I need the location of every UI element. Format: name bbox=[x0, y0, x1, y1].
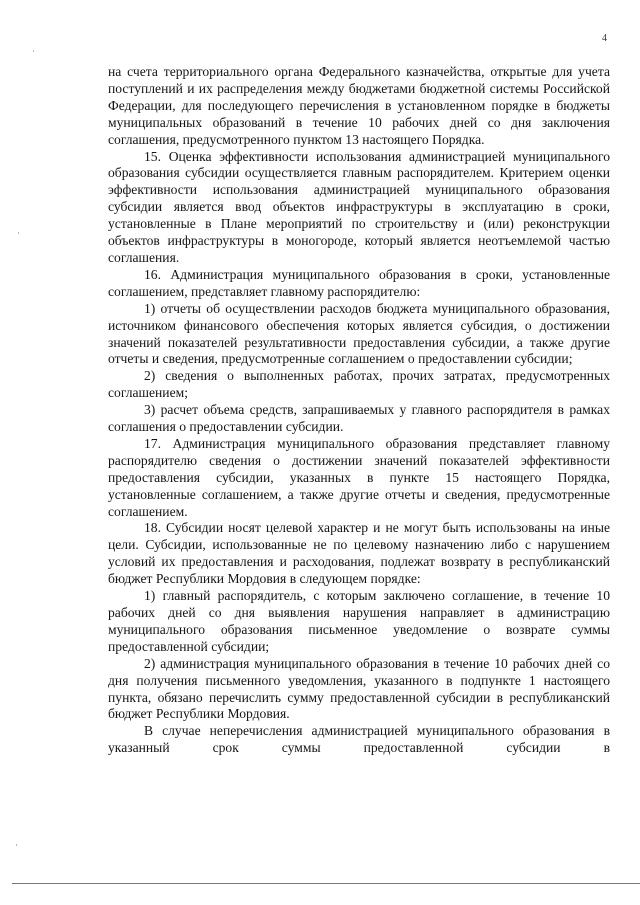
scan-mark-top bbox=[33, 50, 34, 52]
paragraph-16-item-2: 2) сведения о выполненных работах, прочих затратах, предусмотренных соглашением; bbox=[108, 368, 610, 401]
paragraph-18: 18. Субсидии носят целевой характер и не могут быть использованы на иные цели. Субсидии, использованные не по целевому назначению либо с нарушением условий их предоставления и расходования, подлежат возврату в республиканский бюджет Республики Мордовия в следующем порядке: bbox=[108, 520, 610, 587]
paragraph-18-item-2: 2) администрация муниципального образования в течение 10 рабочих дней со дня получения письменного уведомления, указанного в подпункте 1 настоящего пункта, обязано перечислить сумму предоставленной субсидии в республиканский бюджет Республики Мордовия. bbox=[108, 655, 610, 722]
paragraph-17: 17. Администрация муниципального образования представляет главному распорядителю сведения о достижении значений показателей эффективности предоставления субсидии, указанных в пункте 15 настоящего Порядка, установленные соглашением, а также другие отчеты и сведения, предусмотренные соглашением. bbox=[108, 435, 610, 519]
scan-mark-left bbox=[18, 232, 19, 234]
paragraph-final-fragment: В случае неперечисления администрацией муниципального образования в указанный срок суммы предоставленной субсидии в bbox=[108, 723, 610, 756]
paragraph-16: 16. Администрация муниципального образования в сроки, установленные соглашением, представляет главному распорядителю: bbox=[108, 266, 610, 299]
paragraph-16-item-1: 1) отчеты об осуществлении расходов бюджета муниципального образования, источником финансового обеспечения которых является субсидия, о достижении значений показателей результативности предоставления субсидии, а также другие отчеты и сведения, предусмотренные соглашением о предоставлении субсидии; bbox=[108, 300, 610, 367]
page-number: 4 bbox=[602, 33, 607, 44]
paragraph-18-item-1: 1) главный распорядитель, с которым заключено соглашение, в течение 10 рабочих дней со дня выявления нарушения направляет в администрацию муниципального образования письменное уведомление о возврате суммы предоставленной субсидии; bbox=[108, 588, 610, 654]
paragraph-continuation: на счета территориального органа Федерального казначейства, открытые для учета поступлений и их распределения между бюджетами бюджетной системы Российской Федерации, для последующего перечисления в установленном порядке в бюджеты муниципальных образований в течение 10 рабочих дней со дня заключения соглашения, предусмотренного пунктом 13 настоящего Порядка. bbox=[108, 64, 610, 147]
scan-mark-bottom bbox=[16, 844, 17, 846]
scan-edge-line bbox=[12, 883, 640, 884]
paragraph-15: 15. Оценка эффективности использования администрацией муниципального образования субсидии осуществляется главным распорядителем. Критерием оценки эффективности использования администрацией муниципального образования субсидии является ввод объектов инфраструктуры в эксплуатацию в сроки, установленные в Плане мероприятий по строительству и (или) реконструкции объектов инфраструктуры в моногороде, который является неотъемлемой частью соглашения. bbox=[108, 148, 610, 265]
paragraph-16-item-3: 3) расчет объема средств, запрашиваемых у главного распорядителя в рамках соглашения о предоставлении субсидии. bbox=[108, 402, 610, 435]
document-body bbox=[108, 64, 610, 757]
